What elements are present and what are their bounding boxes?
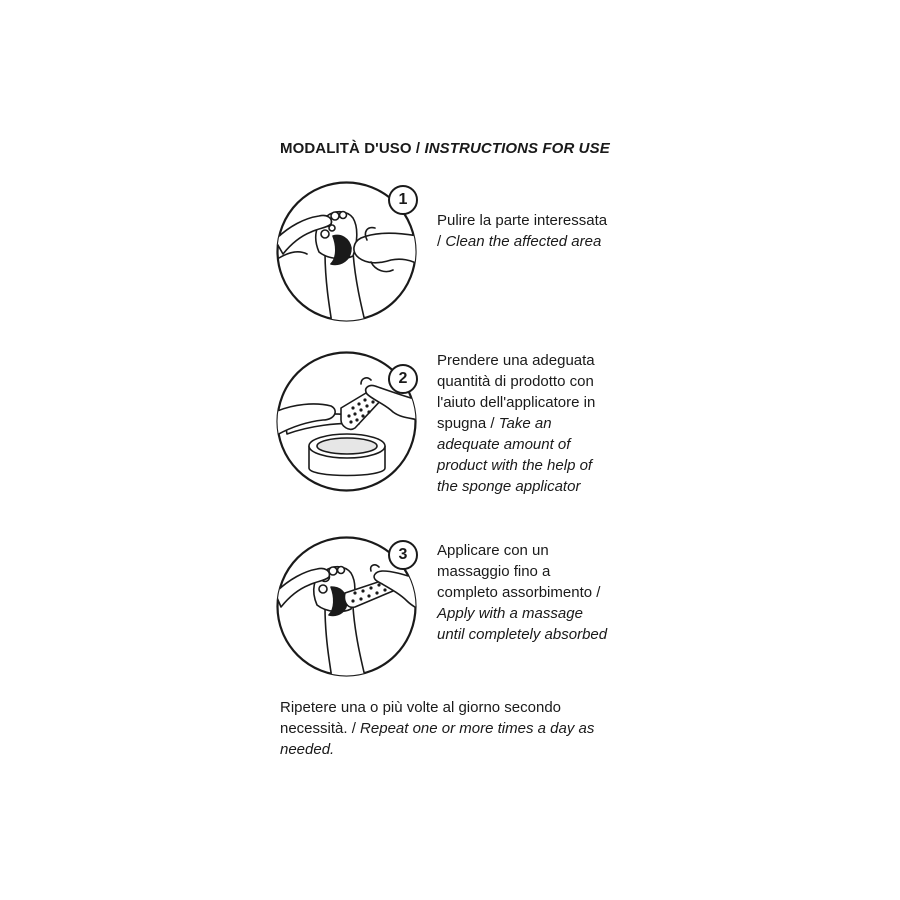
step-2-text xyxy=(437,350,612,497)
title-italian: MODALITÀ D'USO / xyxy=(280,140,421,157)
step-3-text-italian: Applicare con un massaggio fino a completo assorbimento / xyxy=(437,542,601,601)
repeat-instruction-italian: Ripetere una o più volte al giorno secondo necessità. / xyxy=(280,699,562,737)
repeat-instruction-english: Repeat one or more times a day as needed. xyxy=(280,720,595,758)
step-1-text-italian: Pulire la parte interessata / xyxy=(437,212,608,250)
step-number-badge: 1 xyxy=(388,185,418,215)
step-1-text-english: Clean the affected area xyxy=(445,233,602,250)
step-number-badge: 2 xyxy=(388,364,418,394)
step-1-text xyxy=(437,210,612,252)
title-english: INSTRUCTIONS FOR USE xyxy=(424,140,610,157)
step-number-badge: 3 xyxy=(388,540,418,570)
instructions-title xyxy=(280,140,610,157)
step-2-text-italian: Prendere una adeguata quantità di prodotto con l'aiuto dell'applicatore in spugna / xyxy=(437,352,596,432)
step-3-text xyxy=(437,540,612,645)
repeat-instruction xyxy=(280,697,610,760)
step-2-text-english: Take an adequate amount of product with the help of the sponge applicator xyxy=(437,415,593,495)
step-3-text-english: Apply with a massage until completely absorbed xyxy=(437,605,608,643)
